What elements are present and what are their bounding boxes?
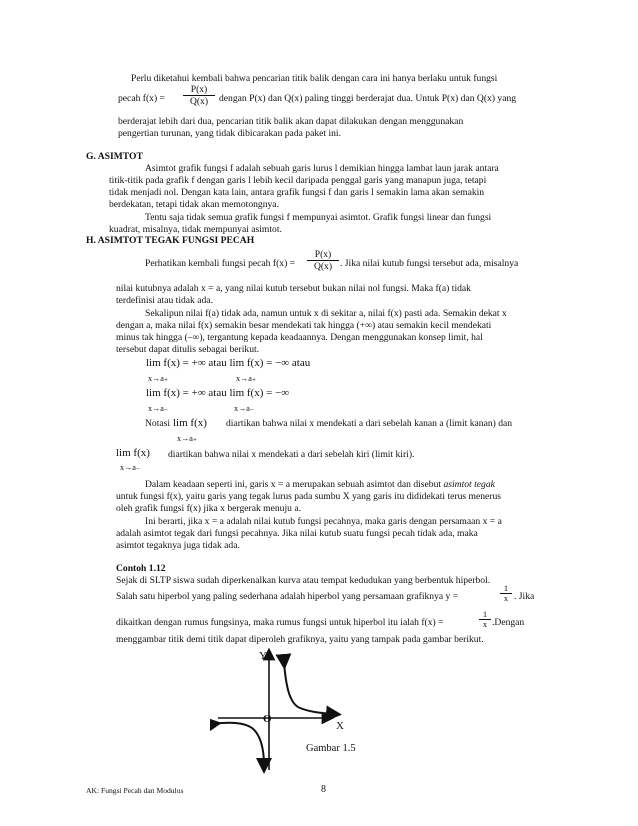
section-g-p2-line: kuadrat, misalnya, tidak mempunyai asimtot. bbox=[109, 224, 282, 235]
example-line-2b: . Jika bbox=[514, 591, 535, 602]
intro-line-2a: pecah f(x) = bbox=[118, 93, 165, 104]
fraction-numerator: 1 bbox=[500, 584, 512, 594]
example-line-2a: Salah satu hiperbol yang paling sederhana adalah hiperbol yang persamaan grafiknya y = bbox=[116, 591, 459, 602]
example-line-3b: .Dengan bbox=[492, 617, 525, 628]
intro-line-3: berderajat lebih dari dua, pencarian titik balik akan dapat dilakukan dengan menggunakan bbox=[118, 116, 464, 127]
hyperbola-branch-left bbox=[214, 723, 264, 766]
section-g-p1-line: Asimtot grafik fungsi f adalah sebuah garis lurus l demikian hingga lambat laun jarak antara bbox=[145, 163, 499, 174]
fraction-denominator: x bbox=[482, 619, 488, 629]
figure-caption: Gambar 1.5 bbox=[306, 743, 356, 754]
section-h-p2-line: Sekalipun nilai f(a) tidak ada, namun untuk x di sekitar a, nilai f(x) pasti ada. Semakin dekat x bbox=[145, 308, 507, 319]
notasi-label: Notasi bbox=[145, 418, 171, 429]
limit-formula-left: lim f(x) = +∞ atau lim f(x) = −∞ bbox=[146, 387, 290, 399]
y-axis-label: Y bbox=[259, 650, 267, 662]
section-h-p3-line: untuk fungsi f(x), yaitu garis yang tegak lurus pada sumbu X yang garis itu dididekati terus menerus bbox=[116, 491, 502, 502]
limit-subscript: x→a₊ bbox=[236, 374, 257, 383]
section-h-p3-italic: asimtot tegak bbox=[443, 479, 495, 490]
limit-subscript: x→a₊ bbox=[177, 434, 198, 443]
notasi-text: diartikan bahwa nilai x mendekati a dari sebelah kanan a (limit kanan) dan bbox=[226, 418, 513, 429]
intro-line-2b: dengan P(x) dan Q(x) paling tinggi berderajat dua. Untuk P(x) dan Q(x) yang bbox=[219, 93, 517, 104]
section-g-p1-line: titik-titik pada grafik f dengan garis l lebih kecil daripada penggal garis yang manapun juga, tetapi bbox=[109, 175, 487, 186]
limit-subscript: x→a₋ bbox=[148, 404, 169, 413]
section-h-p3a bbox=[145, 479, 495, 490]
fraction-denominator: Q(x) bbox=[189, 96, 209, 107]
section-h-fraction bbox=[307, 249, 339, 272]
section-h-p4-line: Ini berarti, jika x = a adalah nilai kutub fungsi pecahnya, maka garis dengan persamaan x = a bbox=[145, 516, 502, 527]
intro-line-1: Perlu diketahui kembali bahwa pencarian titik balik dengan cara ini hanya berlaku untuk fungsi bbox=[131, 73, 498, 84]
limit-subscript: x→a₋ bbox=[120, 463, 141, 472]
section-g-p2-line: Tentu saja tidak semua grafik fungsi f mempunyai asimtot. Grafik fungsi linear dan fungsi bbox=[145, 212, 492, 223]
section-g-p1-line: berdekatan, tetapi tidak akan memotongnya. bbox=[109, 199, 279, 210]
section-h-p1b: . Jika nilai kutub fungsi tersebut ada, misalnya bbox=[340, 258, 519, 269]
limit-subscript: x→a₋ bbox=[234, 404, 255, 413]
section-g-p1-line: tidak menjadi nol. Dengan kata lain, antara grafik fungsi f dan garis l semakin lama akan semakin bbox=[109, 187, 485, 198]
notasi-limit: lim f(x) bbox=[173, 417, 207, 429]
hyperbola-branch-right bbox=[284, 662, 334, 714]
intro-fraction bbox=[183, 84, 215, 107]
footer-title: AK: Fungsi Pecah dan Modulus bbox=[86, 786, 184, 795]
intro-line-4: pengertian turunan, yang tidak dibicarakan pada paket ini. bbox=[118, 128, 341, 139]
example-heading: Contoh 1.12 bbox=[116, 563, 166, 574]
limit-subscript: x→a₊ bbox=[148, 374, 169, 383]
fraction-numerator: 1 bbox=[479, 610, 491, 620]
example-fraction-1 bbox=[500, 584, 512, 603]
fraction-denominator: x bbox=[503, 593, 509, 603]
section-g-heading: G. ASIMTOT bbox=[86, 151, 143, 162]
section-h-p2-line: dengan a, maka nilai f(x) semakin besar mendekati tak hingga (+∞) atau semakin kecil mendekati bbox=[116, 320, 492, 331]
hyperbola-graph bbox=[210, 648, 370, 774]
section-h-p2-line: tersebut dapat ditulis sebagai berikut. bbox=[116, 344, 260, 355]
page-number: 8 bbox=[321, 784, 326, 795]
origin-label: O bbox=[263, 713, 272, 725]
fraction-numerator: P(x) bbox=[183, 84, 215, 96]
example-line-3a: dikaitkan dengan rumus fungsinya, maka rumus fungsi untuk hiperbol itu ialah f(x) = bbox=[116, 617, 444, 628]
section-h-p1-line: terdefinisi atau tidak ada. bbox=[116, 295, 213, 306]
limit-formula-right: lim f(x) = +∞ atau lim f(x) = −∞ atau bbox=[146, 357, 311, 369]
example-fraction-2 bbox=[479, 610, 491, 629]
left-limit-text: diartikan bahwa nilai x mendekati a dari sebelah kiri (limit kiri). bbox=[168, 449, 415, 460]
section-h-heading: H. ASIMTOT TEGAK FUNGSI PECAH bbox=[86, 235, 255, 246]
x-axis-label: X bbox=[336, 720, 344, 732]
left-limit: lim f(x) bbox=[116, 447, 150, 459]
fraction-numerator: P(x) bbox=[307, 249, 339, 261]
section-h-p1a: Perhatikan kembali fungsi pecah f(x) = bbox=[145, 258, 296, 269]
fraction-denominator: Q(x) bbox=[313, 261, 333, 272]
section-h-p2-line: minus tak hingga (–∞), tergantung kepada keadaannya. Dengan menggunakan konsep limit, hal bbox=[116, 332, 483, 343]
example-line-1: Sejak di SLTP siswa sudah diperkenalkan kurva atau tempat kedudukan yang berbentuk hiperbol. bbox=[116, 575, 491, 586]
section-h-p4-line: asimtot tegaknya juga tidak ada. bbox=[116, 540, 240, 551]
section-h-p3-text: Dalam keadaan seperti ini, garis x = a merupakan sebuah asimtot dan disebut bbox=[145, 479, 442, 490]
section-h-p1-line: nilai kutubnya adalah x = a, yang nilai kutub tersebut bukan nilai nol fungsi. Maka f(a) tidak bbox=[116, 283, 471, 294]
section-h-p4-line: adalah asimtot tegak dari fungsi pecahnya. Jika nilai kutub suatu fungsi pecah tidak ada, maka bbox=[116, 528, 478, 539]
section-h-p3-line: oleh grafik fungsi f(x) jika x bergerak menuju a. bbox=[116, 503, 301, 514]
example-line-4: menggambar titik demi titik dapat diperoleh grafiknya, yaitu yang tampak pada gambar berikut. bbox=[116, 634, 484, 645]
